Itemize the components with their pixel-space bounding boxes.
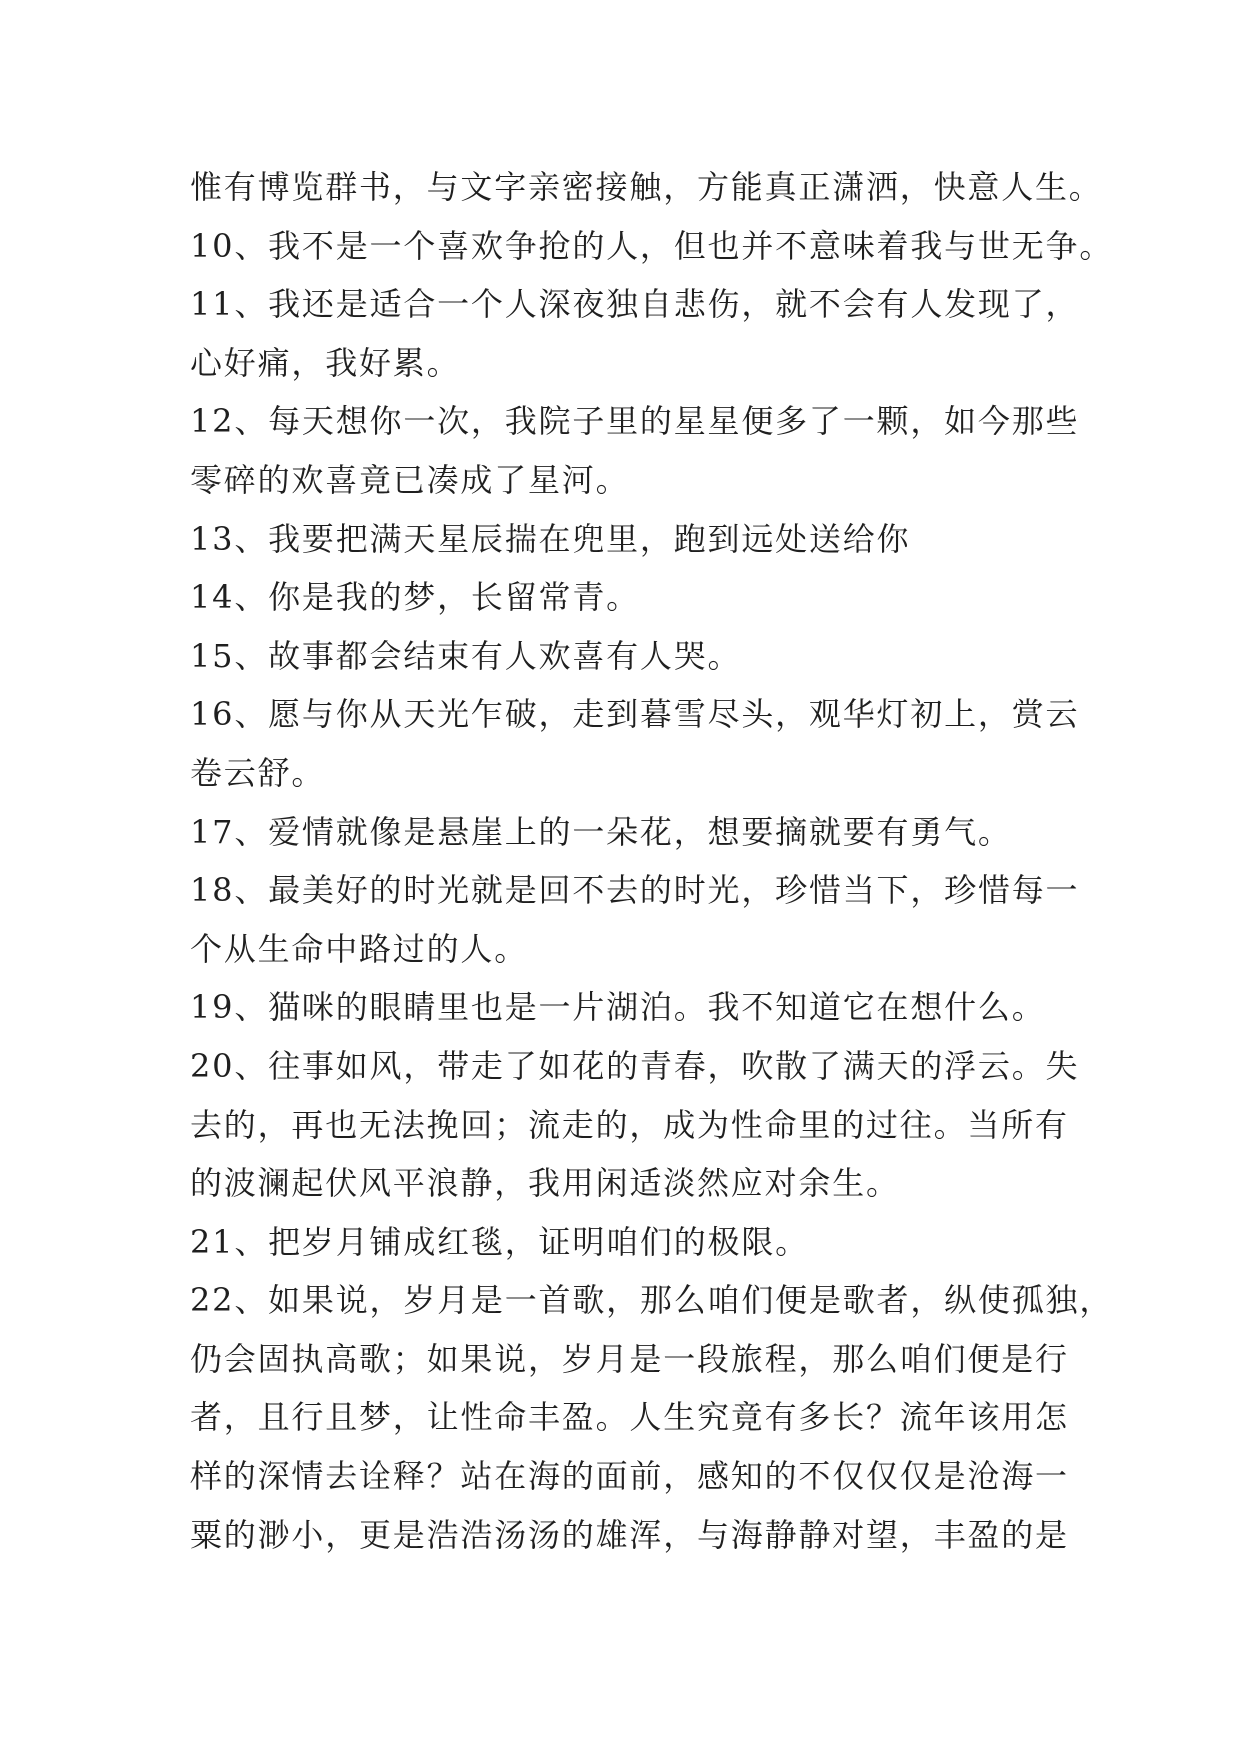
text-line: 22、如果说，岁月是一首歌，那么咱们便是歌者，纵使孤独，: [190, 1281, 1114, 1320]
text-line: 16、愿与你从天光乍破，走到暮雪尽头，观华灯初上，赏云: [190, 695, 1080, 734]
text-line: 19、猫咪的眼睛里也是一片湖泊。我不知道它在想什么。: [190, 988, 1046, 1027]
text-line: 粟的渺小，更是浩浩汤汤的雄浑，与海静静对望，丰盈的是: [190, 1515, 1069, 1554]
text-line: 15、故事都会结束有人欢喜有人哭。: [190, 636, 742, 675]
text-line: 样的深情去诠释？站在海的面前，感知的不仅仅仅是沧海一: [190, 1457, 1069, 1496]
text-line: 20、往事如风，带走了如花的青春，吹散了满天的浮云。失: [190, 1046, 1080, 1085]
text-line: 者，且行且梦，让性命丰盈。人生究竟有多长？流年该用怎: [190, 1398, 1069, 1437]
text-line: 惟有博览群书，与文字亲密接触，方能真正潇洒，快意人生。: [190, 168, 1103, 206]
document-body: [190, 158, 1114, 1564]
text-line: 去的，再也无法挽回；流走的，成为性命里的过往。当所有: [190, 1105, 1069, 1144]
text-line: 个从生命中路过的人。: [190, 929, 529, 968]
text-line: 卷云舒。: [190, 753, 326, 792]
text-line: 13、我要把满天星辰揣在兜里，跑到远处送给你: [190, 519, 911, 558]
text-line: 仍会固执高歌；如果说，岁月是一段旅程，那么咱们便是行: [190, 1339, 1069, 1378]
text-line: 18、最美好的时光就是回不去的时光，珍惜当下，珍惜每一: [190, 871, 1080, 910]
text-line: 零碎的欢喜竟已凑成了星河。: [190, 460, 630, 499]
text-line: 17、爱情就像是悬崖上的一朵花，想要摘就要有勇气。: [190, 812, 1012, 851]
text-line: 心好痛，我好累。: [190, 343, 461, 382]
text-line: 11、我还是适合一个人深夜独自悲伤，就不会有人发现了，: [190, 285, 1080, 324]
text-line: 12、每天想你一次，我院子里的星星便多了一颗，如今那些: [190, 402, 1080, 441]
text-line: 14、你是我的梦，长留常青。: [190, 578, 640, 617]
text-line: 10、我不是一个喜欢争抢的人，但也并不意味着我与世无争。: [190, 226, 1114, 265]
text-line: 的波澜起伏风平浪静，我用闲适淡然应对余生。: [190, 1164, 900, 1203]
text-line: 21、把岁月铺成红毯，证明咱们的极限。: [190, 1222, 809, 1261]
